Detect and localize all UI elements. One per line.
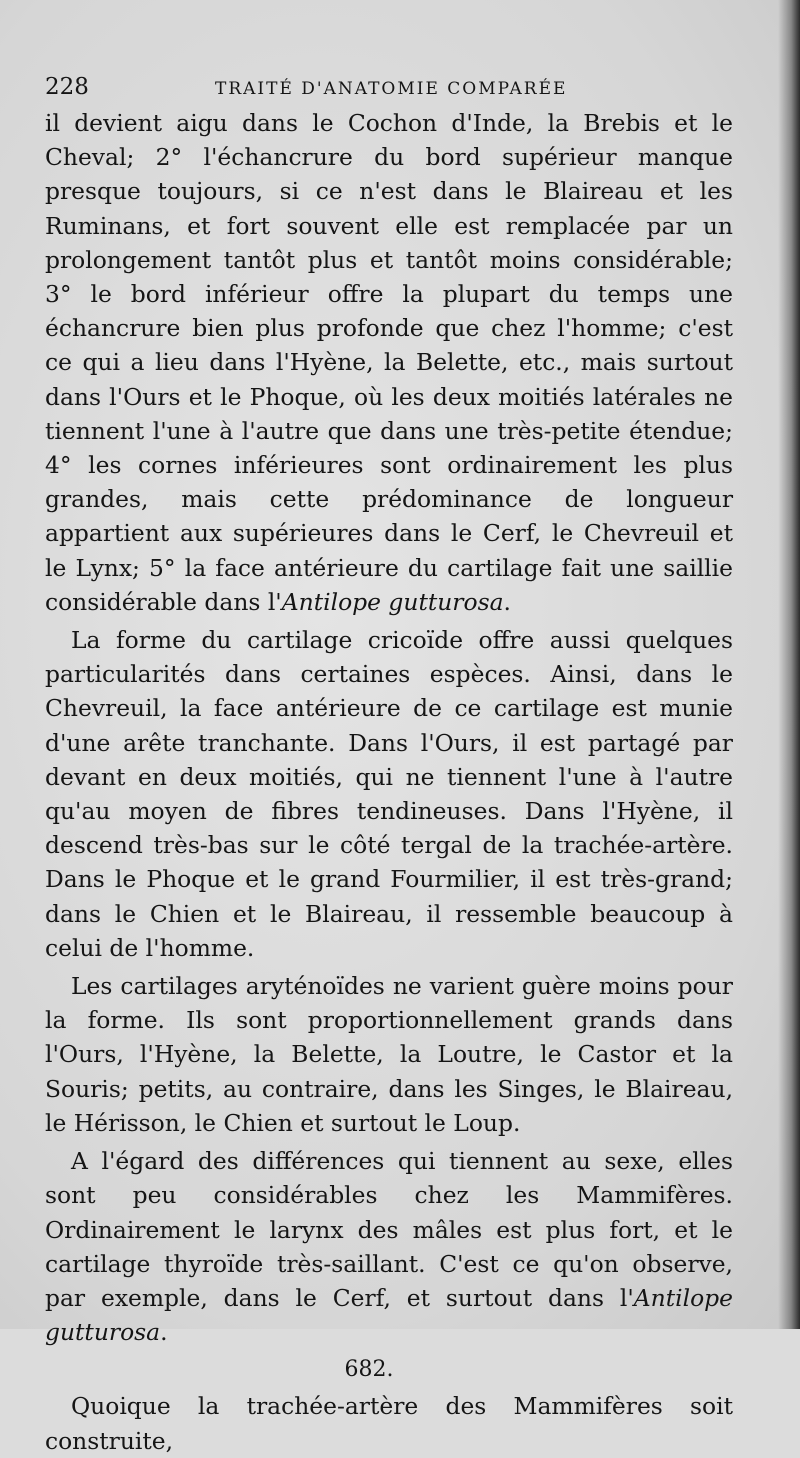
paragraph-2: La forme du cartilage cricoïde offre aussi quelques particularités dans certaines espèces. Ainsi, dans le Chevreuil, la face antérieure de ce cartilage est munie d'une arête tranchante. Dans l'Ours, il est partagé par devant en deux moitiés, qui ne tiennent l'une à l'autre qu'au moyen de fibres tendineuses. Dans l'Hyène, il descend très-bas sur le côté tergal de la trachée-artère. Dans le Phoque et le grand Fourmilier, il est très-grand; dans le Chien et le Blaireau, il ressemble beaucoup à celui de l'homme.	[45, 626, 733, 962]
page-number: 228	[45, 74, 89, 100]
running-head: TRAITÉ D'ANATOMIE COMPARÉE	[215, 79, 568, 99]
paragraph-1	[45, 106, 733, 619]
paragraph-1-end: .	[503, 587, 511, 616]
paragraph-5: Quoique la trachée-artère des Mammifères soit construite,	[45, 1392, 733, 1455]
paragraph-4	[45, 1144, 733, 1349]
body-text	[45, 106, 733, 1458]
paragraph-1-text: il devient aigu dans le Cochon d'Inde, la Brebis et le Cheval; 2° l'échancrure du bord supérieur manque presque toujours, si ce n'est dans le Blaireau et les Ruminans, et fort souvent elle est remplacée par un prolongement tantôt plus et tantôt moins considérable; 3° le bord inférieur offre la plupart du temps une échancrure bien plus profonde que chez l'homme; c'est ce qui a lieu dans l'Hyène, la Belette, etc., mais surtout dans l'Ours et le Phoque, où les deux moitiés latérales ne tiennent l'une à l'autre que dans une très-petite étendue; 4° les cornes inférieures sont ordinairement les plus grandes, mais cette prédominance de longueur appartient aux supérieures dans le Cerf, le Chevreuil et le Lynx; 5° la face antérieure du cartilage fait une saillie considérable dans l'	[45, 109, 733, 616]
page-header	[45, 74, 732, 100]
paragraph-3: Les cartilages aryténoïdes ne varient guère moins pour la forme. Ils sont proportionnellement grands dans l'Ours, l'Hyène, la Belette, la Loutre, le Castor et la Souris; petits, au contraire, dans les Singes, le Blaireau, le Hérisson, le Chien et surtout le Loup.	[45, 972, 733, 1137]
paragraph-4-text: A l'égard des différences qui tiennent au sexe, elles sont peu considérables chez les Mammifères. Ordinairement le larynx des mâles est plus fort, et le cartilage thyroïde très-saillant. C'est ce qu'on observe, par exemple, dans le Cerf, et surtout dans l'	[45, 1147, 733, 1312]
species-name: Antilope gutturosa	[45, 1283, 733, 1347]
section-number: 682.	[344, 1357, 394, 1383]
paragraph-4-end: .	[160, 1318, 168, 1347]
species-name: Antilope gutturosa	[281, 587, 504, 616]
page-edge-shadow	[778, 0, 800, 1329]
